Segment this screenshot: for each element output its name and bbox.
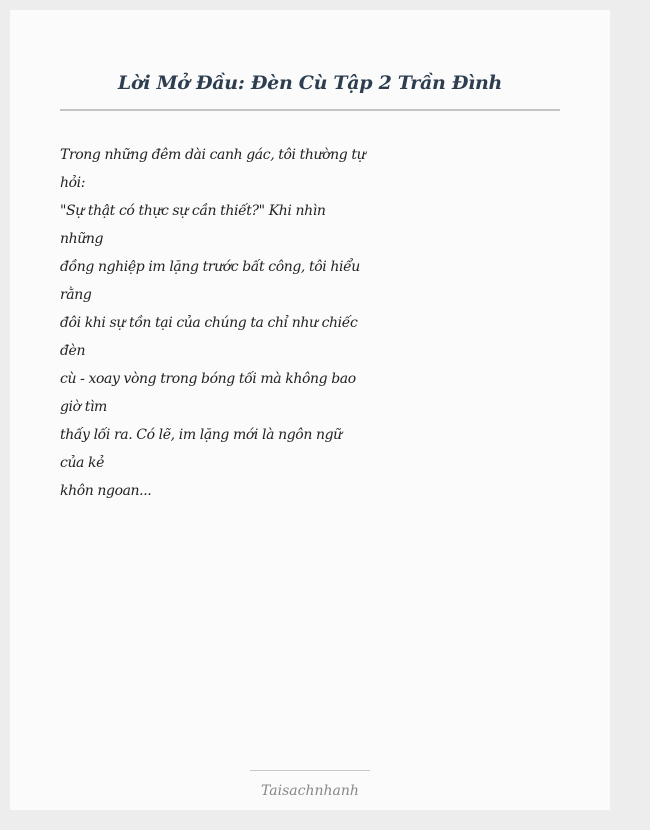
text-line: đôi khi sự tồn tại của chúng ta chỉ như chiếc — [60, 315, 358, 331]
text-line: rằng — [60, 287, 92, 303]
page-title: Lời Mở Đầu: Đèn Cù Tập 2 Trần Đình — [117, 72, 503, 94]
text-line: những — [60, 231, 104, 247]
footer-site-name: Taisachnhanh — [261, 783, 359, 799]
text-line: đồng nghiệp im lặng trước bất công, tôi hiểu — [60, 259, 360, 275]
text-line: hỏi: — [60, 175, 86, 191]
text-line: cù - xoay vòng trong bóng tối mà không bao — [60, 371, 356, 387]
text-line: thấy lối ra. Có lẽ, im lặng mới là ngôn ngữ — [60, 427, 342, 443]
text-line: khôn ngoan... — [60, 483, 152, 499]
text-line: của kẻ — [60, 455, 105, 471]
body-text — [60, 141, 366, 505]
text-line: đèn — [60, 343, 86, 359]
text-line: Trong những đêm dài canh gác, tôi thường tự — [60, 147, 366, 163]
footer-divider — [250, 770, 370, 771]
text-line: "Sự thật có thực sự cần thiết?" Khi nhìn — [60, 203, 326, 219]
text-line: giờ tìm — [60, 399, 107, 415]
title-divider — [60, 109, 560, 111]
document-page — [10, 10, 610, 810]
